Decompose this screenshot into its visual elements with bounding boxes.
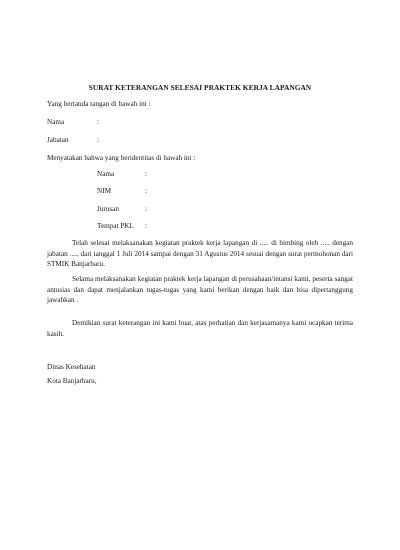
intro-text: Yang bertanda tangan di bawah ini :	[47, 100, 151, 108]
student-field-label: NIM	[97, 187, 111, 195]
signer-field-label: Nama	[47, 118, 65, 126]
signer-field-colon: :	[97, 118, 99, 126]
student-field-colon: :	[145, 205, 147, 213]
student-field-colon: :	[145, 222, 147, 230]
student-field-label: Tempat PKL	[97, 222, 134, 230]
paragraph-completion: Telah selesai melaksanakan kegiatan praktek kerja lapangan di ..... di bimbing oleh ..... dengan jabatan ...., dari tanggal 1 Juli 2014 sampai dengan 31 Agustus 2014 sesuai dengan surat permohonan dari STMIK Banjarbaru.	[47, 239, 353, 269]
signer-field-label: Jabatan	[47, 136, 69, 144]
student-field-colon: :	[145, 187, 147, 195]
closing-city: Kota Banjarbaru,	[47, 377, 97, 385]
document-title: SURAT KETERANGAN SELESAI PRAKTEK KERJA LAPANGAN	[88, 83, 312, 92]
student-field-colon: :	[145, 170, 147, 178]
closing-office: Dinas Kesehatan	[47, 363, 96, 371]
paragraph-closing: Demikian surat keterangan ini kami buat, atas perhatian dan kerjasamanya kami ucapkan terima kasih.	[47, 319, 353, 338]
signer-field-colon: :	[97, 136, 99, 144]
statement-text: Menyatakan bahwa yang beridentitas di bawah ini :	[47, 154, 196, 162]
student-field-label: Jurusan	[97, 205, 119, 213]
student-field-label: Nama	[97, 170, 115, 178]
paragraph-performance: Selama melaksanakan kegiatan praktek kerja lapangan di perusahaan/intansi kami, peserta sangat antusias dan dapat menjalankan tugas-tugas yang kami berikan dengan baik dan bisa dipertanggung jawabkan .	[47, 275, 353, 305]
